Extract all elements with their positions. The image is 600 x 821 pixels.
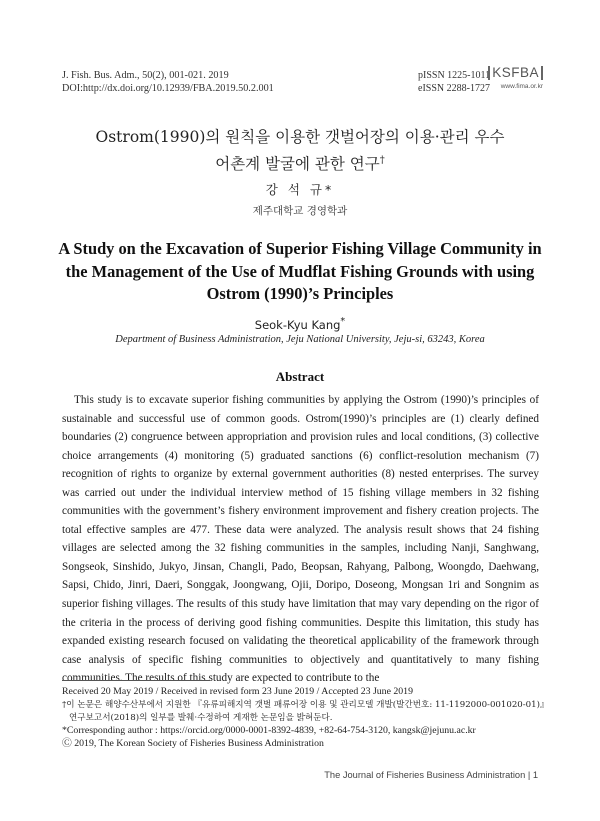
funding-note-continued: 연구보고서(2018)의 일부를 발췌·수정하여 게재한 논문임을 밝혀둔다.	[69, 712, 333, 723]
english-author-name: Seok-Kyu Kang	[254, 317, 341, 332]
english-title-line-3: Ostrom (1990)’s Principles	[206, 284, 394, 303]
received-dates: Received 20 May 2019 / Received in revised form 23 June 2019 / Accepted 23 June 2019	[62, 686, 413, 697]
running-footer: The Journal of Fisheries Business Administration | 1	[324, 770, 538, 780]
abstract-body: This study is to excavate superior fishing communities by applying the Ostrom (1990)’s principles of sustainable and successful use of common goods. Ostrom(1990)’s principles are (1) clearly defined boundaries (2) congruence between appropriation and provision rules and local conditions, (3) collective choice arrangements (4) monitoring (5) graduated sanctions (6) conflict-resolution mechanism (7) recognition of rights to organize by external government authorities (8) nested enterprises. The survey was carried out under the individual interview method of 15 fishing village members in 32 fishing communities with the government’s fishery environment improvement and fishery creation projects. The total effective samples are 477. These data were analyzed. The analysis result shows that 24 fishing villages are selected among the 32 fishing communities in the samples, including Nanji, Sanghwang, Songseok, Sinshido, Jukyo, Jinsan, Changli, Pado, Beopsan, Rahyang, Palbong, Woongdo, Daehwang, Sapsi, Chido, Jinri, Daeri, Songgak, Joongwang, Ojii, Doripo, Doseong, Mongsan 1ri and Songnim as superior fishing villages. The results of this study have limitation that may vary depending on the rigor of the criteria in the process of deriving good fishing communities. Despite this limitation, this study has expanded existing research focused on validating the theoretical applicability of the framework through case analysis of specific fishing communities to objectively and quantitatively to many fishing communities. The results of this study are expected to contribute to the	[62, 394, 539, 685]
abstract-heading: Abstract	[275, 369, 325, 384]
korean-title	[30, 125, 570, 176]
ksfba-logo	[487, 64, 543, 90]
dagger-mark: †	[379, 155, 385, 166]
english-title	[50, 238, 550, 306]
corresponding-mark: *	[340, 316, 346, 327]
journal-citation	[62, 69, 274, 95]
korean-affiliation: 제주대학교 경영학과	[252, 205, 348, 217]
issn-block	[418, 70, 490, 95]
corresponding-author: *Corresponding author : https://orcid.org/0000-0001-8392-4839, +82-64-754-3120, kangsk@jejunu.ac.kr	[62, 724, 476, 736]
funding-note: †이 논문은 해양수산부에서 지원한 『유류피해지역 갯벌 패류어장 이용 및 관리모델 개발(발간번호: 11-1192000-001020-01)』	[62, 699, 549, 710]
footnote-divider	[62, 680, 210, 681]
eissn: eISSN 2288-1727	[418, 82, 490, 94]
society-url[interactable]: www.fima.or.kr	[500, 83, 543, 90]
english-author	[0, 316, 600, 332]
korean-author: 강 석 규*	[265, 182, 335, 197]
pissn: pISSN 1225-1011	[418, 70, 491, 81]
english-title-line-2: the Management of the Use of Mudflat Fishing Grounds with using	[65, 261, 535, 281]
english-affiliation: Department of Business Administration, Jeju National University, Jeju-si, 63243, Korea	[115, 334, 485, 345]
journal-reference: J. Fish. Bus. Adm., 50(2), 001-021. 2019	[62, 70, 229, 81]
korean-title-line-1: Ostrom(1990)의 원칙을 이용한 갯벌어장의 이용·관리 우수	[95, 128, 505, 146]
footnotes	[62, 686, 549, 751]
ksfba-logo-text: KSFBA	[488, 66, 543, 80]
doi-link[interactable]: DOI:http://dx.doi.org/10.12939/FBA.2019.50.2.001	[62, 83, 274, 94]
english-title-line-1: A Study on the Excavation of Superior Fishing Village Community in	[58, 239, 542, 258]
copyright-notice: Ⓒ 2019, The Korean Society of Fisheries Business Administration	[62, 737, 324, 749]
korean-title-line-2: 어촌계 발굴에 관한 연구†	[215, 155, 385, 174]
